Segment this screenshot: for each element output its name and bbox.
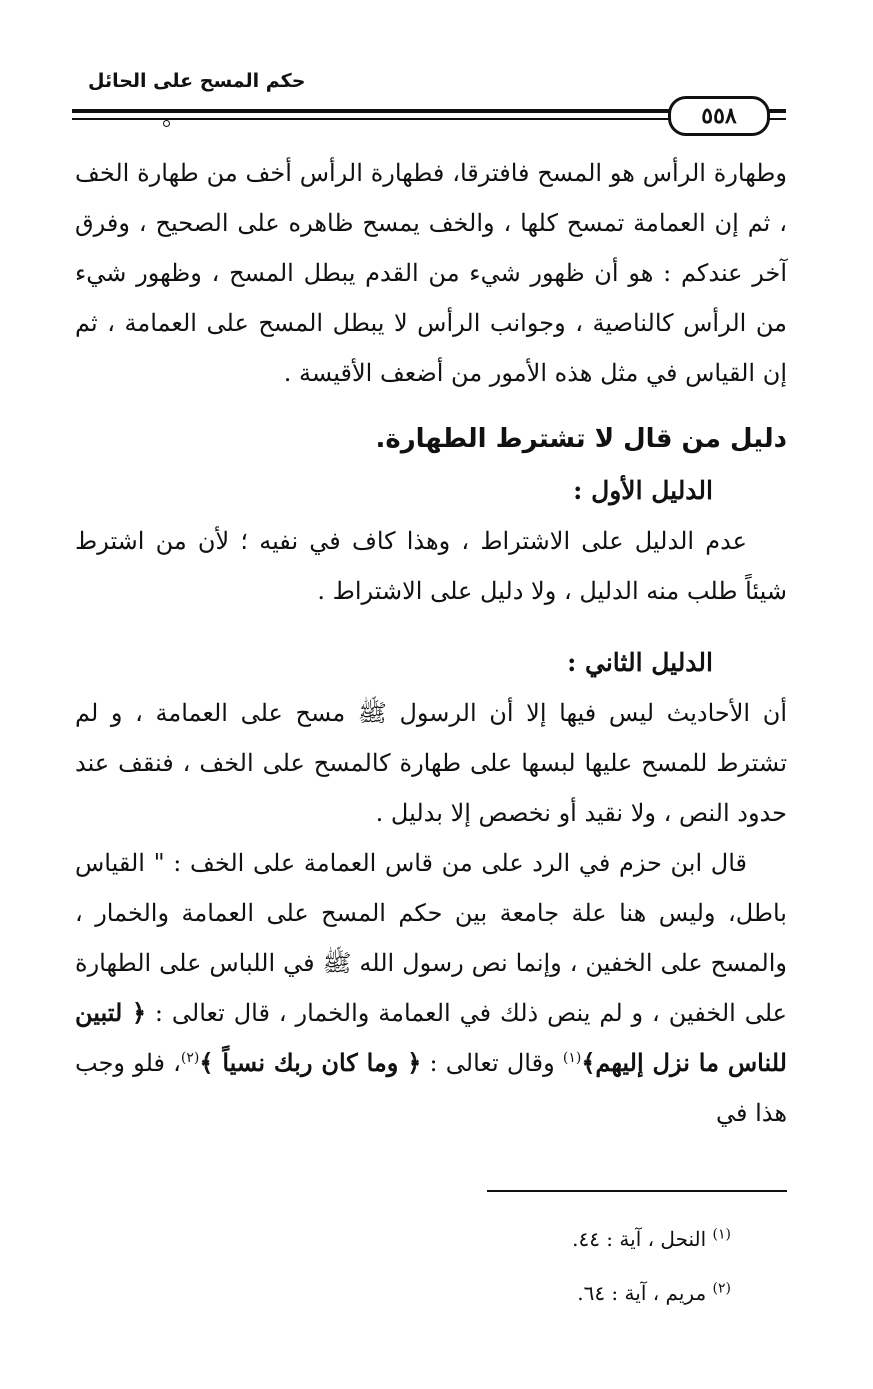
section-heading: دليل من قال لا تشترط الطهارة.: [375, 424, 787, 454]
quran-verse-1: ﴿ لتبين للناس ما نزل إليهم﴾: [75, 998, 787, 1077]
quran-verse-2: ﴿ وما كان ربك نسياً ﴾: [199, 1048, 422, 1077]
paragraph-4: [75, 838, 787, 1138]
footnote-1: [572, 1212, 731, 1266]
footnote-ref-1: (١): [562, 1050, 582, 1066]
footnote-2: [572, 1266, 731, 1320]
paragraph-4-mid: وقال تعالى :: [421, 1049, 563, 1077]
main-text: [75, 148, 787, 1138]
header-ornament-dot: [163, 120, 170, 127]
footnote-1-marker: (١): [712, 1226, 731, 1243]
spacer: [75, 616, 787, 638]
footnote-ref-2: (٢): [180, 1050, 200, 1066]
paragraph-4-lead: قال ابن حزم في الرد على من قاس العمامة على الخف : " القياس باطل، وليس هنا علة جامعة بين حكم المسح على العمامة والخمار ، والمسح على الخفين ، وإنما نص رسول الله ﷺ في اللباس على الطهارة على الخفين ، و لم ينص ذلك في العمامة والخمار ، قال تعالى :: [75, 849, 787, 1027]
second-evidence-heading: الدليل الثاني :: [567, 648, 713, 677]
running-title: حكم المسح على الحائل: [88, 70, 306, 92]
footnote-1-text: النحل ، آية : ٤٤.: [572, 1227, 707, 1251]
first-evidence-heading: الدليل الأول :: [573, 476, 713, 505]
paragraph-3: أن الأحاديث ليس فيها إلا أن الرسول ﷺ مسح على العمامة ، و لم تشترط للمسح عليها لبسها على طهارة كالمسح على الخف ، فنقف عند حدود النص ، ولا نقيد أو نخصص إلا بدليل .: [75, 699, 787, 827]
paragraph-4-tail: ، فلو وجب هذا في: [75, 1049, 787, 1127]
paragraph-1: وطهارة الرأس هو المسح فافترقا، فطهارة الرأس أخف من طهارة الخف ، ثم إن العمامة تمسح كلها ، والخف يمسح ظاهره على الصحيح ، وفرق آخر عندكم : هو أن ظهور شيء من القدم يبطل المسح ، وظهور شيء من الرأس كالناصية ، وجوانب الرأس لا يبطل المسح على العمامة ، ثم إن القياس في مثل هذه الأمور من أضعف الأقيسة .: [75, 159, 787, 387]
footnote-separator: [487, 1190, 787, 1192]
footnote-2-text: مريم ، آية : ٦٤.: [577, 1281, 707, 1305]
page-number: ٥٥٨: [668, 96, 770, 136]
paragraph-2: عدم الدليل على الاشتراط ، وهذا كاف في نفيه ؛ لأن من اشترط شيئاً طلب منه الدليل ، ولا دليل على الاشتراط .: [75, 527, 787, 605]
footnotes: [572, 1212, 731, 1320]
footnote-2-marker: (٢): [712, 1280, 731, 1297]
